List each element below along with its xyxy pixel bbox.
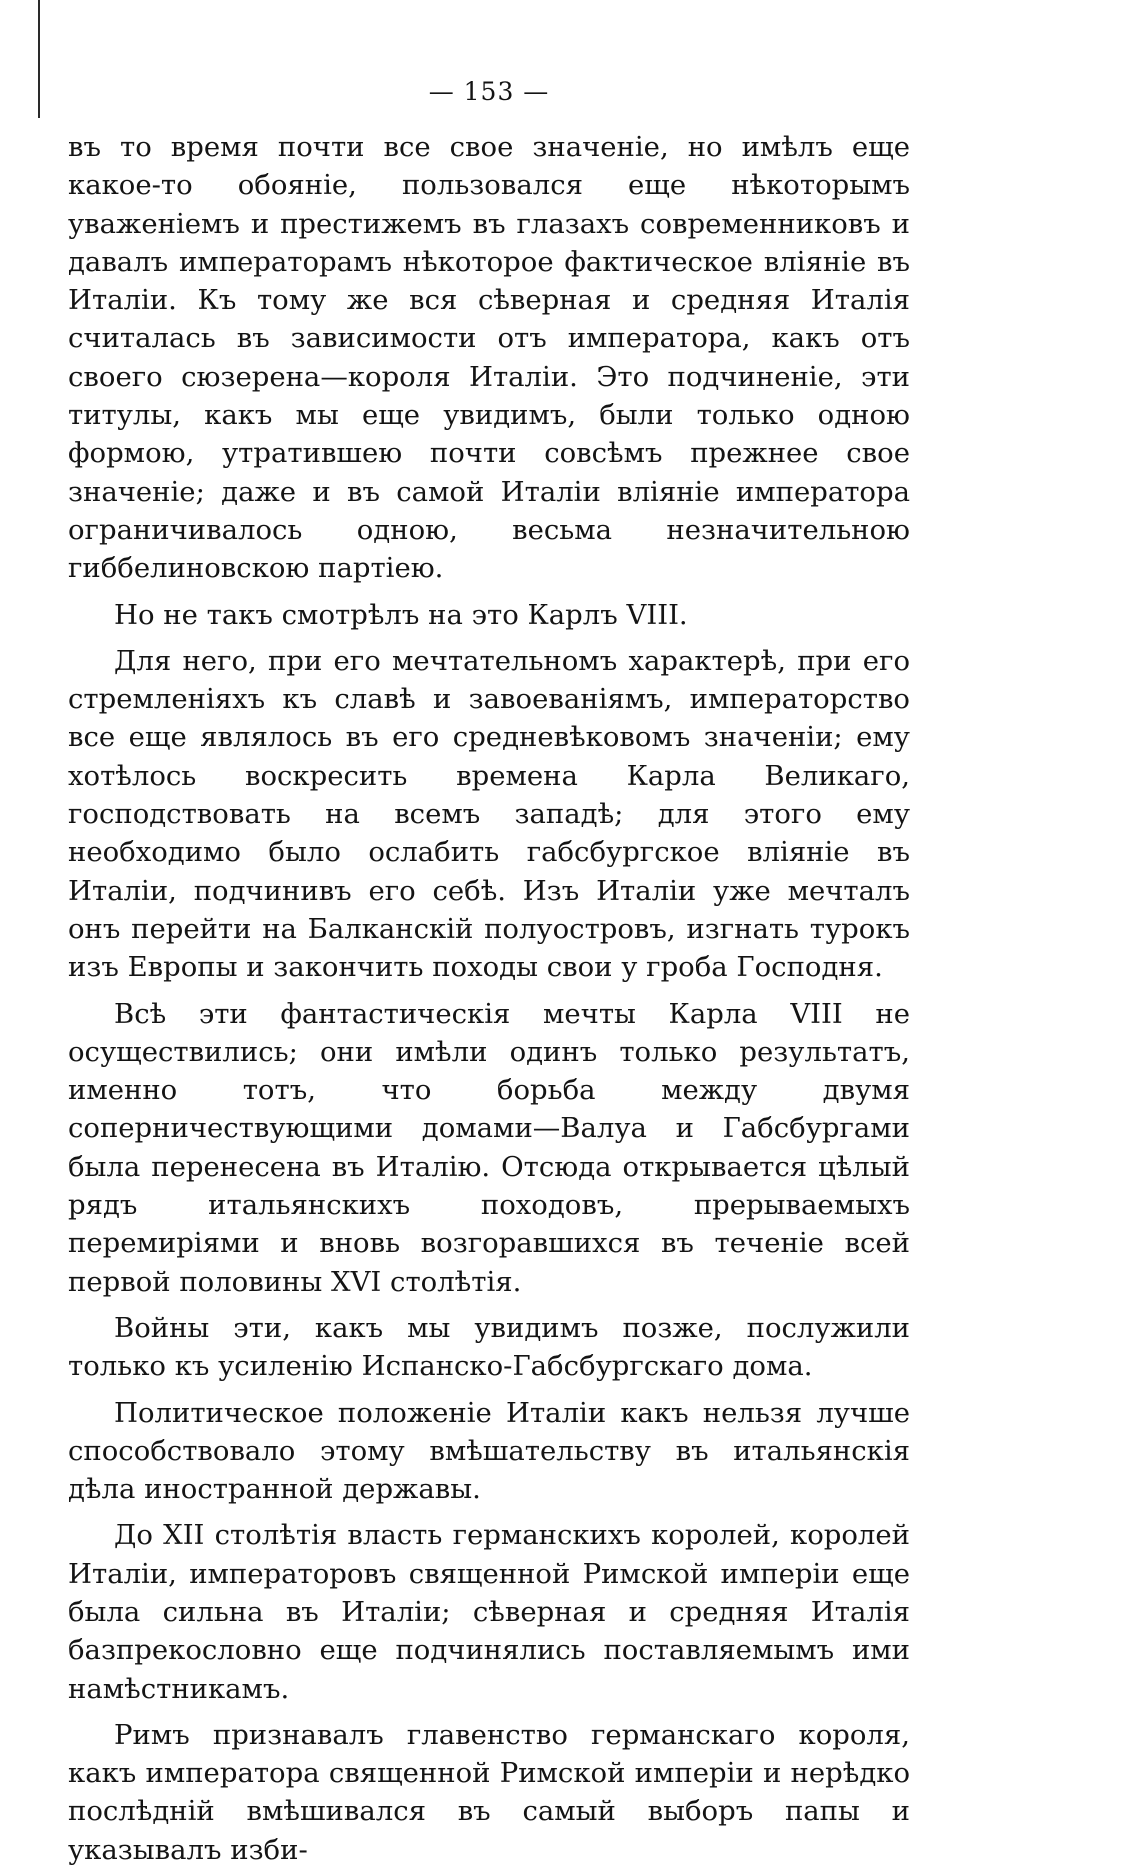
paragraph-2: Но не такъ смотрѣлъ на это Карлъ VIII.	[114, 598, 688, 631]
paragraph-7: До XII столѣтія власть германскихъ королей, королей Италіи, императоровъ священной Римской имперіи еще была сильна въ Италіи; сѣверная и средняя Италія базпрекословно еще подчинялись поставляемымъ ими намѣстникамъ.	[68, 1519, 910, 1705]
paragraph-4: Всѣ эти фантастическія мечты Карла VIII не осуществились; они имѣли одинъ только результатъ, именно тотъ, что борьба между двумя соперничествующими домами—Валуа и Габсбургами была перенесена въ Италію. Отсюда открывается цѣлый рядъ итальянскихъ походовъ, прерываемыхъ перемиріями и вновь возгоравшихся въ теченіе всей первой половины XVI столѣтія.	[68, 997, 910, 1298]
paragraph-8: Римъ признавалъ главенство германскаго короля, какъ императора священной Римской имперіи и нерѣдко послѣднiй вмѣшивался въ самый выборъ папы и указывалъ изби-	[68, 1718, 910, 1866]
page-number: — 153 —	[428, 77, 550, 106]
paragraph-3: Для него, при его мечтательномъ характерѣ, при его стремленіяхъ къ славѣ и завоеваніямъ, императорство все еще являлось въ его средневѣковомъ значеніи; ему хотѣлось воскресить времена Карла Великаго, господствовать на всемъ западѣ; для этого ему необходимо было ослабить габсбургское вліяніе въ Италіи, подчинивъ его себѣ. Изъ Италіи уже мечталъ онъ перейти на Балканскій полуостровъ, изгнать турокъ изъ Европы и закончить походы свои у гроба Господня.	[68, 644, 910, 984]
book-page	[68, 70, 910, 1869]
paragraph-1: въ то время почти все свое значеніе, но имѣлъ еще какое-то обояніе, пользовался еще нѣкоторымъ уваженіемъ и престижемъ въ глазахъ современниковъ и давалъ императорамъ нѣкоторое фактическое вліяніе въ Италіи. Къ тому же вся сѣверная и средняя Италія считалась въ зависимости отъ императора, какъ отъ своего сюзерена—короля Италіи. Это подчиненіе, эти титулы, какъ мы еще увидимъ, были только одною формою, утратившею почти совсѣмъ прежнее свое значеніе; даже и въ самой Италіи вліяніе императора ограничивалось одною, весьма незначительною гиббелиновскою партіею.	[68, 131, 910, 585]
margin-rule	[38, 0, 40, 118]
paragraph-6: Политическое положеніе Италіи какъ нельзя лучше способствовало этому вмѣшательству въ итальянскія дѣла иностранной державы.	[68, 1396, 910, 1506]
paragraph-5: Войны эти, какъ мы увидимъ позже, послужили только къ усиленію Испанско-Габсбургскаго дома.	[68, 1311, 910, 1383]
